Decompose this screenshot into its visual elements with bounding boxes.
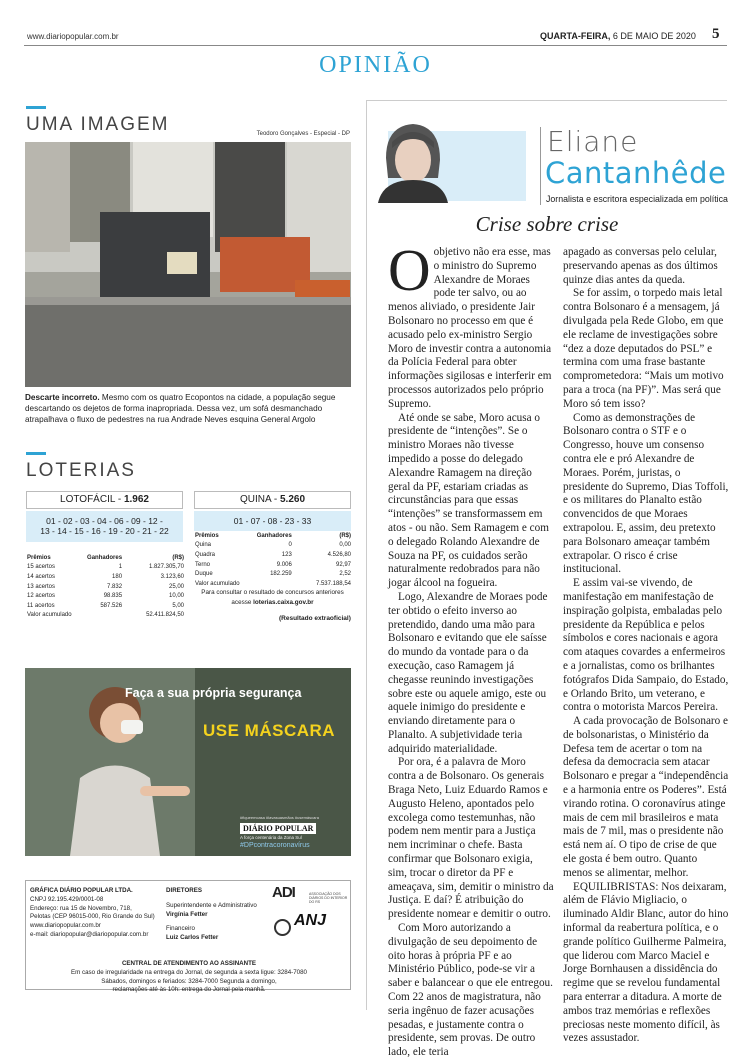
article-paragraph: Se for assim, o torpedo mais letal contra Bolsonaro é a mensagem, já divulgada pela Rede Globo, em que ele reclame de investigações sobre “dez a doze deputados do PSL” e termina com uma frase bastante comprometedora: “Mais um motivo para a troca (na PF)”. Mas será que Moro só tem isso?	[563, 287, 724, 410]
table-row: Valor acumulado 7.537.188,54	[195, 580, 351, 587]
publisher-info: GRÁFICA DIÁRIO POPULAR LTDA. CNPJ 92.195.429/0001-08 Endereço: rua 15 de Novembro, 718, Pelotas (CEP 96015-000, Rio Grande do Sul) www.diariopopular.com.br e-mail: diariopopular@diariopopular.com.br	[30, 887, 160, 940]
author-first-name: Eliane	[547, 125, 639, 158]
anj-logo: ANJ	[294, 912, 327, 929]
page-number: 5	[712, 26, 720, 42]
table-row: Quadra 123 4.526,80	[195, 551, 351, 558]
section-title: OPINIÃO	[319, 52, 432, 78]
article-paragraph: A cada provocação de Bolsonaro e de bolsonaristas, o Ministério da Defesa tem de acertar o tom na defesa da democracia sem atacar Bolsonaro e pregar a “independência e a harmonia entre os Poderes”. Está virando rotina. O coronavírus atinge mais de cem mil brasileiros e mata mais de 7 mil, mas o presidente não está nem aí. O tipo de crise de que ele gosta é bem outro. Quanto menos se alimentar, melhor.	[563, 715, 729, 879]
title-accent	[26, 106, 46, 109]
lotofacil-numbers: 01 - 02 - 03 - 04 - 06 - 09 - 12 - 13 - 14 - 15 - 16 - 19 - 20 - 21 - 22	[26, 511, 183, 542]
image-block-title: UMA IMAGEM	[26, 114, 170, 135]
table-header-row: Prêmios Ganhadores (R$)	[195, 532, 351, 539]
edition-date: QUARTA-FEIRA, 6 DE MAIO DE 2020	[540, 31, 696, 41]
article-paragraph: Por ora, é a palavra de Moro contra a de Bolsonaro. Os generais Braga Neto, Luiz Eduardo Ramos e Augusto Heleno, apontados pelo excolega como testemunhas, não podem nem mentir para a Justiça nem incriminar o chefe. Basta confirmar que Bolsonaro exigia, sim, trocar o diretor da PF e ameaçava, sim, demitir o ministro da Justiça. E daí? É atribuição do presidente nomear e demitir o outro.	[388, 756, 554, 921]
article-headline: Crise sobre crise	[475, 212, 619, 236]
photo-caption: Descarte incorreto. Mesmo com os quatro Ecopontos na cidade, a população segue descartando os dejetos de forma inapropriada. Dessa vez, um sofá desmanchado atrapalhava o fluxo de pedestres na rua Andrade Neves esquina General Argolo	[25, 393, 336, 424]
lottery-link[interactable]: loterias.caixa.gov.br	[253, 599, 314, 606]
lotofacil-prize-table	[27, 553, 184, 620]
adi-logo-text: ASSOCIAÇÃO DOS DIÁRIOS DO INTERIOR DO RS	[309, 892, 348, 904]
quina-header: QUINA - 5.260	[194, 491, 351, 509]
ad-subtitle: USE MÁSCARA	[203, 721, 336, 740]
article-paragraph: apagado as conversas pelo celular, preservando apenas as dos últimos quinze dias antes da queda.	[563, 246, 718, 286]
ad-title: Faça a sua própria segurança	[125, 686, 302, 700]
table-row: 14 acertos 180 3.123,60	[27, 573, 184, 580]
table-row: 13 acertos 7.832 25,00	[27, 583, 184, 590]
author-last-name: Cantanhêde	[545, 156, 727, 190]
publisher-email[interactable]: e-mail: diariopopular@diariopopular.com.br	[30, 930, 149, 938]
quina-prize-table	[195, 531, 351, 589]
article-paragraph: Oobjetivo não era esse, mas o ministro do Supremo Alexandre de Moraes pode ter salvo, ou ao menos aliviado, o presidente Jair Bolsonaro no processo em que é acusado pelo ex-ministro Sergio Moro de investir contra a autonomia da Polícia Federal para obter informações sigilosas e interferir em processos autorizados pelo próprio Supremo.	[388, 237, 552, 410]
article-paragraph: Como as demonstrações de Bolsonaro contra o STF e o Congresso, houve um consenso contra ele e pró Alexandre de Moraes. Porém, juristas, o presidente do Supremo, Dias Toffoli, e os militares do Planalto estão convencidos de que Moraes extrapolou. E, assim, deu pretexto para Bolsonaro ameaçar também extrapolar. O risco é crise institucional.	[563, 411, 729, 576]
table-row: Valor acumulado 52.411.824,50	[27, 612, 184, 619]
header-rule	[24, 45, 727, 46]
article-column-1	[388, 237, 554, 1060]
ad-small-text: #fiqueemcasa #lavasuasmãos #usemáscara	[240, 815, 319, 820]
table-row: 12 acertos 98.835 10,00	[27, 593, 184, 600]
table-row: 15 acertos 1 1.827.305,70	[27, 564, 184, 571]
table-row: Quina 0 0,00	[195, 542, 351, 549]
article-column-2	[563, 246, 729, 1046]
author-divider	[540, 127, 541, 205]
publisher-site[interactable]: www.diariopopular.com.br	[30, 922, 101, 930]
title-accent	[26, 452, 46, 455]
lottery-note: Para consultar o resultado de concursos anteriores acesse loterias.caixa.gov.br	[201, 589, 344, 606]
author-portrait	[378, 118, 448, 203]
lottery-extra-note: (Resultado extraoficial)	[279, 615, 351, 622]
table-header-row: Prêmios Ganhadores (R$)	[27, 554, 184, 561]
street-photo	[25, 142, 351, 387]
ad-tagline: A força centenária da Zona Sul	[240, 835, 302, 840]
ad-brand-logo: DIÁRIO POPULAR	[240, 823, 316, 834]
quina-numbers: 01 - 07 - 08 - 23 - 33	[194, 511, 351, 531]
photo-credit: Teodoro Gonçalves - Especial - DP	[256, 131, 350, 137]
article-paragraph: Logo, Alexandre de Moraes pode ter obtido o efeito inverso ao pretendido, dando uma mão para Bolsonaro e evitando que ele saísse do mundo da vontade para o da execução, caso Ramagem já chegasse reunindo investigações sobre este ou aquele amigo, este ou aquele inimigo do presidente e enviando diretamente para o Planalto. A subjetividade teria adquirido materialidade.	[388, 590, 548, 755]
site-url: www.diariopopular.com.br	[27, 32, 119, 41]
ad-hashtag: #DPcontracoronavírus	[240, 842, 310, 849]
article-paragraph: E assim vai-se vivendo, de manifestação em manifestação de inspiração golpista, embaladas pelo presidente da República e pelos símbolos e cores nacionais e agora com ataques covardes a enfermeiros e a jornalistas, como os brilhantes fotógrafos Dida Sampaio, do Estado, e Orlando Brito, um veterano, e contra o motorista Marcos Pereira.	[563, 577, 729, 714]
table-row: Duque 182.259 2,52	[195, 571, 351, 578]
article-paragraph: Até onde se sabe, Moro acusa o presidente de “intenções”. Se o ministro Moraes não tivesse impedido a posse do delegado Alexandre Ramagem na direção geral da PF, estariam criadas as circunstâncias para que essas “intenções” se transformassem em atos - ou não. Sem Ramagem e com o delegado Rolando Alexandre de Souza na PF, os cuidados serão naturalmente redobrados para não jogar álcool na fogueira.	[388, 411, 549, 590]
lottery-block-title: LOTERIAS	[26, 460, 136, 481]
imprint-box	[25, 880, 351, 994]
lotofacil-header: LOTOFÁCIL - 1.962	[26, 491, 183, 509]
table-row: 11 acertos 587.526 5,00	[27, 602, 184, 609]
article-paragraph: EQUILIBRISTAS: Nos deixaram, além de Flávio Migliacio, o iluminado Aldir Blanc, autor do hino informal da reabertura política, e o grande político Guilherme Palmeira, que liderou com Marco Maciel e Jorge Bornhausen a dissidência do regime que se revelou fundamental para enterrar a ditadura. A morte de ambos traz memórias e reflexões preciosas neste momento difícil, às vezes assustador.	[563, 880, 729, 1045]
subscriber-service: CENTRAL DE ATENDIMENTO AO ASSINANTE Em caso de irregularidade na entrega do Jornal, de segunda a sexta ligue: 3284-7080 Sábados, domingos e feriados: 3284-7000 Segunda a domingo, reclamações até às 10h: entrega do Jornal pela manhã.	[71, 960, 307, 994]
article-paragraph: Com Moro autorizando a divulgação de seu depoimento de oito horas à própria PF e ao Ministério Público, pode-se vir a saber e balancear o que ele entregou. Com 22 anos de magistratura, não seria ingênuo de fazer acusações pesadas, e justamente contra o presidente, sem provas. De outro lado, ele teria	[388, 922, 553, 1059]
mask-campaign-ad	[25, 668, 351, 856]
table-row: Terno 9.006 92,97	[195, 561, 351, 568]
author-description: Jornalista e escritora especializada em política	[546, 194, 728, 204]
adi-logo: ADI	[272, 884, 295, 901]
directors-info: DIRETORES Superintendente e Administrativo Virgínia Fetter Financeiro Luiz Carlos Fetter	[166, 887, 257, 942]
author-top-rule	[367, 100, 727, 101]
anj-logo-icon	[274, 919, 291, 936]
drop-cap: O	[388, 237, 431, 303]
